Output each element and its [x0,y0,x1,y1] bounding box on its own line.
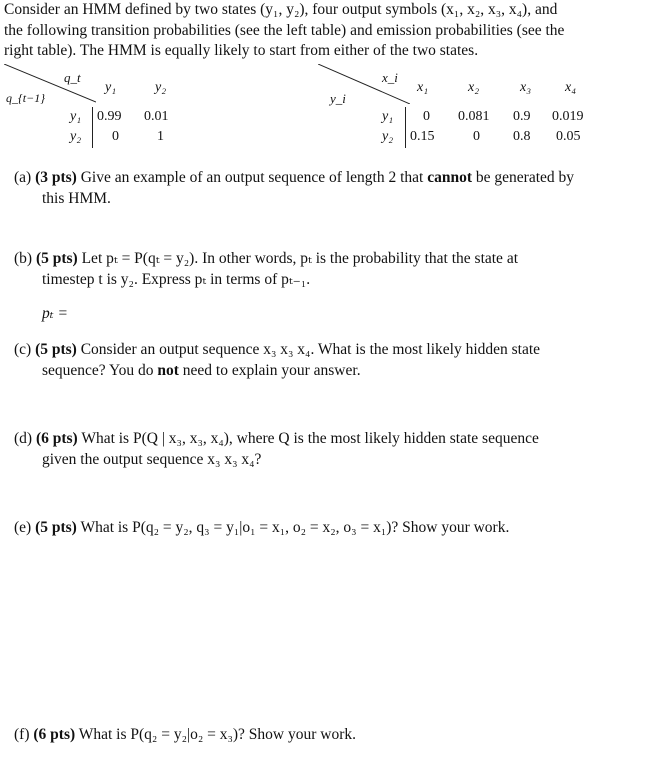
transition-table [4,64,184,154]
transition-cell: 0 [112,129,119,144]
emission-corner-top: x_i [382,70,398,85]
question-b-answer-prompt: pₜ = [42,305,68,322]
emission-col-header-1: x₁ [417,80,429,95]
emission-table [318,64,608,154]
question-a-points: (3 pts) [35,169,77,186]
question-c-text-line2: need to explain your answer. [178,361,361,379]
transition-corner-top: q_t [64,70,81,85]
question-b-text-line2: timestep t is y₂. Express pₜ in terms of pₜ₋₁. [42,270,311,288]
question-d-text-line2: given the output sequence x₃ x₃ x₄? [42,450,262,468]
emission-col-header-4: x₄ [565,80,577,95]
intro-paragraph [4,0,644,62]
question-b-label: (b) [14,250,33,267]
question-a-text: Give an example of an output sequence of length 2 that [76,169,428,186]
emission-cell: 0.019 [552,109,584,124]
emission-table-rule [405,107,406,148]
question-e-label: (e) [14,519,32,536]
question-f-text: What is P(q₂ = y₂|o₂ = x₃)? Show your work. [75,726,356,743]
transition-table-rule [92,107,93,148]
question-d-label: (d) [14,430,33,447]
transition-col-header-2: y₂ [155,80,167,95]
question-b-points: (5 pts) [35,250,78,267]
question-f-label: (f) [14,726,30,743]
question-a-label: (a) [14,169,32,186]
emission-cell: 0.15 [410,129,435,144]
transition-corner-left: q_{t−1} [6,91,46,105]
emission-row-header-1: y₁ [382,109,394,124]
question-a-text-line2: this HMM. [42,189,111,207]
intro-line-3: right table). The HMM is equally likely to start from either of the two states. [4,42,479,59]
question-f [14,725,639,746]
question-a-emphasis: cannot [427,169,473,186]
transition-cell: 0.01 [144,109,169,124]
question-d-text: What is P(Q | x₃, x₃, x₄), where Q is the most likely hidden state sequence [77,430,539,447]
question-d [14,429,639,470]
question-c-emphasis: not [157,361,179,379]
question-c-text: Consider an output sequence x₃ x₃ x₄. What is the most likely hidden state [76,341,541,358]
question-c-text-line2: sequence? You do [42,361,158,379]
question-b [14,249,639,325]
emission-cell: 0.05 [556,129,581,144]
transition-cell: 0.99 [97,109,122,124]
transition-row-header-2: y₂ [70,129,82,144]
question-c-label: (c) [14,341,32,358]
emission-cell: 0 [473,129,480,144]
question-d-points: (6 pts) [35,430,78,447]
question-a-text: be generated by [472,169,575,186]
question-c-points: (5 pts) [35,341,77,358]
emission-col-header-3: x₃ [520,80,532,95]
intro-line-1: Consider an HMM defined by two states (y₁, y₂), four output symbols (x₁, x₂, x₃, x₄), and [4,1,558,18]
intro-line-2: the following transition probabilities (see the left table) and emission probabilities (see the [4,21,565,39]
transition-col-header-1: y₁ [105,80,117,95]
transition-cell: 1 [157,129,164,144]
emission-cell: 0 [423,109,430,124]
question-e-points: (5 pts) [35,519,77,536]
question-e [14,518,639,539]
emission-corner-left: y_i [330,91,346,106]
emission-cell: 0.8 [513,129,531,144]
emission-col-header-2: x₂ [468,80,480,95]
question-c [14,340,639,381]
question-b-text: Let pₜ = P(qₜ = y₂). In other words, pₜ is the probability that the state at [77,250,519,267]
emission-row-header-2: y₂ [382,129,394,144]
emission-cell: 0.081 [458,109,490,124]
question-e-text: What is P(q₂ = y₂, q₃ = y₁|o₁ = x₁, o₂ = x₂, o₃ = x₁)? Show your work. [76,519,510,536]
question-f-points: (6 pts) [33,726,76,743]
transition-row-header-1: y₁ [70,109,82,124]
question-a [14,168,639,209]
emission-cell: 0.9 [513,109,531,124]
